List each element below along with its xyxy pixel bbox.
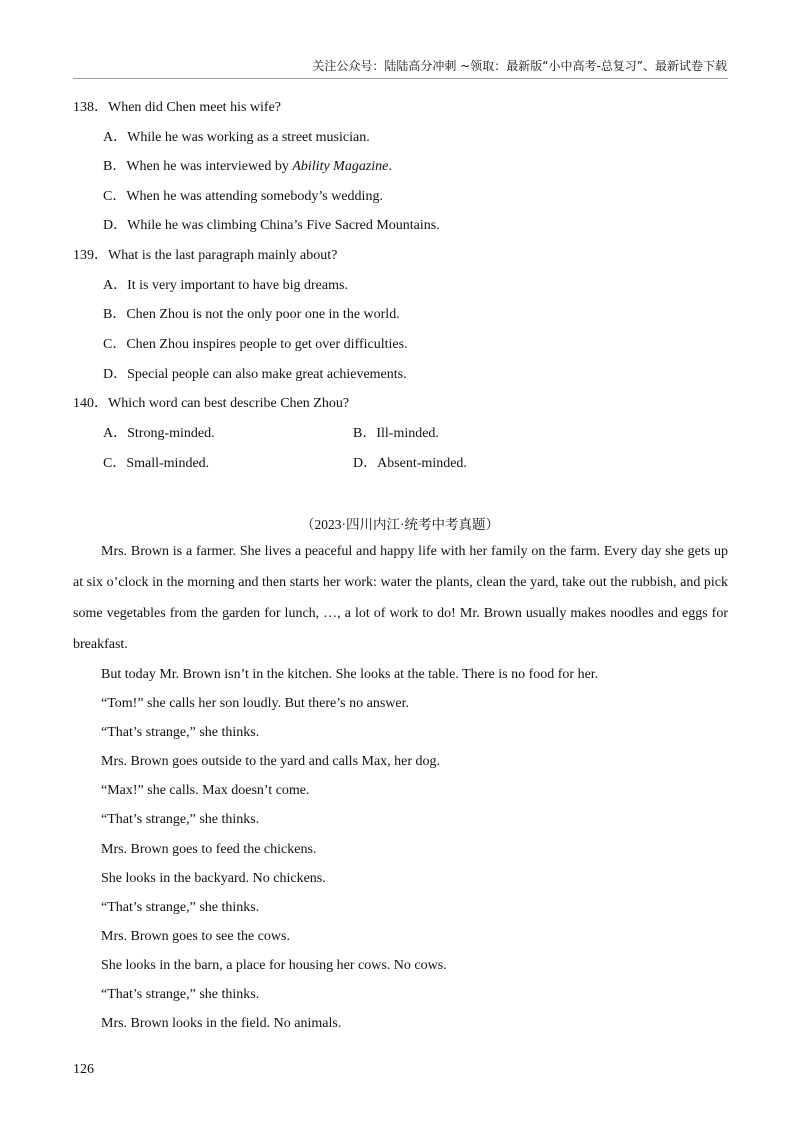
passage-line: “Max!” she calls. Max doesn’t come. [101,783,310,798]
question-138-option-a: A．While he was working as a street musician. [103,130,370,145]
source-label: （2023·四川内江·统考中考真题） [301,517,499,532]
passage-line: “Tom!” she calls her son loudly. But there’s no answer. [101,696,409,711]
page-number: 126 [73,1062,94,1077]
passage-line: Mrs. Brown looks in the field. No animals. [101,1016,342,1031]
passage-line: Mrs. Brown goes to see the cows. [101,929,290,944]
passage-line: “That’s strange,” she thinks. [101,725,260,740]
question-138-option-d: D．While he was climbing China’s Five Sacred Mountains. [103,218,440,233]
question-139-option-b: B．Chen Zhou is not the only poor one in the world. [103,307,400,322]
question-139-option-c: C．Chen Zhou inspires people to get over difficulties. [103,337,408,352]
passage-line: “That’s strange,” she thinks. [101,812,260,827]
question-140-option-c: C．Small-minded. [103,456,210,471]
passage-line: Mrs. Brown goes to feed the chickens. [101,842,317,857]
option-b-prefix: B．When he was interviewed by [103,159,293,174]
question-139-option-d: D．Special people can also make great achievements. [103,367,407,382]
question-140-option-a: A．Strong-minded. [103,426,215,441]
passage-line: She looks in the barn, a place for housing her cows. No cows. [101,958,447,973]
option-b-suffix: . [388,159,392,174]
passage-line: “That’s strange,” she thinks. [101,900,260,915]
question-140-stem: 140．Which word can best describe Chen Zhou? [73,396,350,411]
header-divider [73,78,728,79]
passage-paragraph-1: Mrs. Brown is a farmer. She lives a peaceful and happy life with her family on the farm. Every day she gets up at six o’clock in the morning and then starts her work: water the plants, clean the yard, take out the rubbish, and pick some vegetables from the garden for lunch, …, a lot of work to do! Mr. Brown usually makes noodles and eggs for breakfast. [73,544,728,652]
magazine-title: Ability Magazine [292,159,389,174]
question-138-stem: 138．When did Chen meet his wife? [73,100,282,115]
passage-line: She looks in the backyard. No chickens. [101,871,326,886]
question-139-stem: 139．What is the last paragraph mainly about? [73,248,338,263]
question-140-option-d: D．Absent-minded. [353,456,467,471]
passage-line: Mrs. Brown goes outside to the yard and calls Max, her dog. [101,754,441,769]
question-138-option-c: C．When he was attending somebody’s wedding. [103,189,383,204]
passage-line: But today Mr. Brown isn’t in the kitchen. She looks at the table. There is no food for her. [101,667,599,682]
page-header: 关注公众号：陆陆高分冲刺 ~领取：最新版“小中高考-总复习”、最新试卷下载 [312,59,727,73]
question-140-option-b: B．Ill-minded. [353,426,439,441]
question-139-option-a: A．It is very important to have big dreams. [103,278,348,293]
question-138-option-b [103,158,392,176]
passage-line: “That’s strange,” she thinks. [101,987,260,1002]
